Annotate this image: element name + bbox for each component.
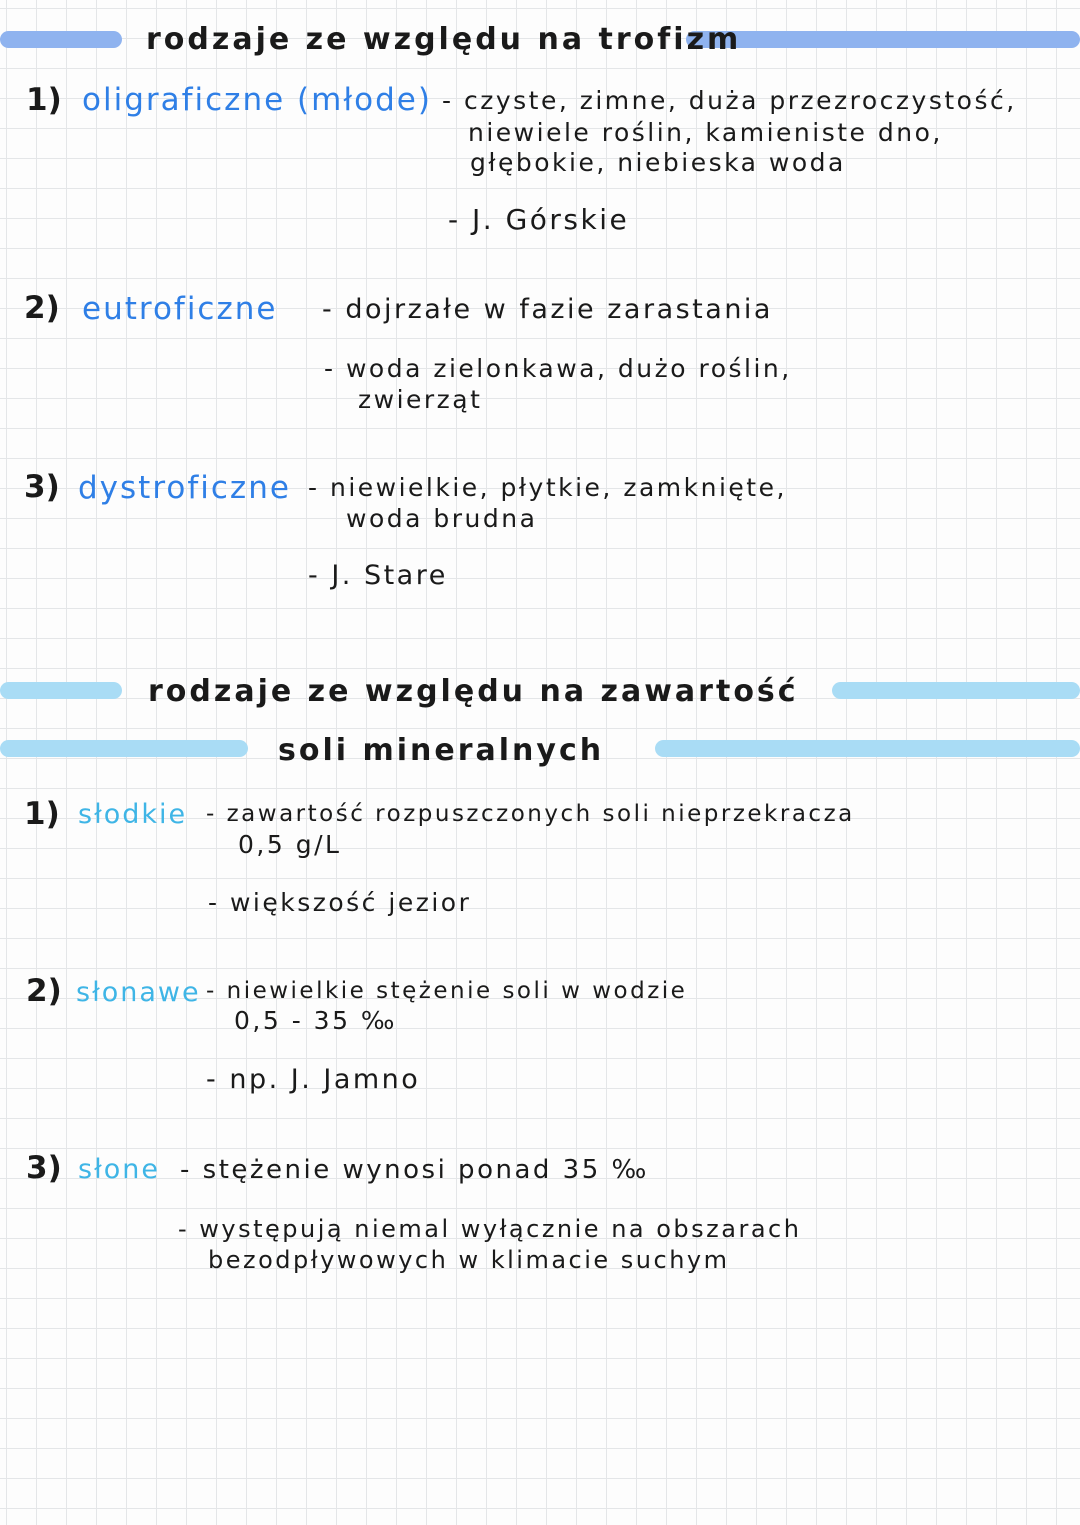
term-slonawe: słonawe: [76, 977, 201, 1008]
description-line: 0,5 g/L: [238, 830, 342, 859]
description-line: - woda zielonkawa, dużo roślin,: [324, 354, 792, 383]
heading-highlight-left: [0, 682, 122, 699]
item-number: 3): [26, 1150, 62, 1186]
description-line: - czyste, zimne, duża przezroczystość,: [442, 86, 1017, 115]
description-line: głębokie, niebieska woda: [470, 148, 846, 177]
heading-highlight-left: [0, 740, 248, 757]
heading-highlight-right: [655, 740, 1080, 757]
item-number: 2): [26, 973, 62, 1009]
description-line: - zawartość rozpuszczonych soli nieprzekracza: [206, 801, 855, 827]
description-line: - niewielkie stężenie soli w wodzie: [206, 978, 688, 1004]
description-line: - występują niemal wyłącznie na obszarach: [178, 1215, 802, 1243]
description-line: bezodpływowych w klimacie suchym: [208, 1246, 730, 1274]
description-line: woda brudna: [346, 504, 538, 533]
term-dystroficzne: dystroficzne: [78, 470, 291, 506]
item-number: 3): [24, 469, 60, 505]
example-line: - np. J. Jamno: [206, 1064, 421, 1095]
term-slodkie: słodkie: [78, 799, 188, 830]
item-number: 1): [24, 796, 60, 832]
heading-highlight-left: [0, 31, 122, 48]
description-line: - niewielkie, płytkie, zamknięte,: [308, 473, 787, 502]
example-line: - J. Górskie: [448, 203, 630, 236]
description-line: - dojrzałe w fazie zarastania: [322, 294, 773, 325]
description-line: - stężenie wynosi ponad 35 ‰: [180, 1155, 649, 1185]
term-oligraficzne: oligraficzne (młode): [82, 82, 432, 118]
term-slone: słone: [78, 1154, 160, 1185]
item-number: 2): [24, 290, 60, 326]
section2-title-line2: soli mineralnych: [278, 733, 605, 768]
description-line: 0,5 - 35 ‰: [234, 1006, 397, 1035]
term-eutroficzne: eutroficzne: [82, 291, 278, 327]
example-line: - J. Stare: [308, 560, 448, 591]
description-line: - większość jezior: [208, 888, 472, 917]
description-line: niewiele roślin, kamieniste dno,: [468, 118, 943, 147]
description-line: zwierząt: [358, 385, 483, 414]
heading-highlight-right: [686, 31, 1080, 48]
section1-title: rodzaje ze względu na trofizm: [146, 22, 742, 57]
heading-highlight-right: [832, 682, 1080, 699]
section2-title-line1: rodzaje ze względu na zawartość: [148, 674, 799, 709]
item-number: 1): [26, 82, 62, 118]
